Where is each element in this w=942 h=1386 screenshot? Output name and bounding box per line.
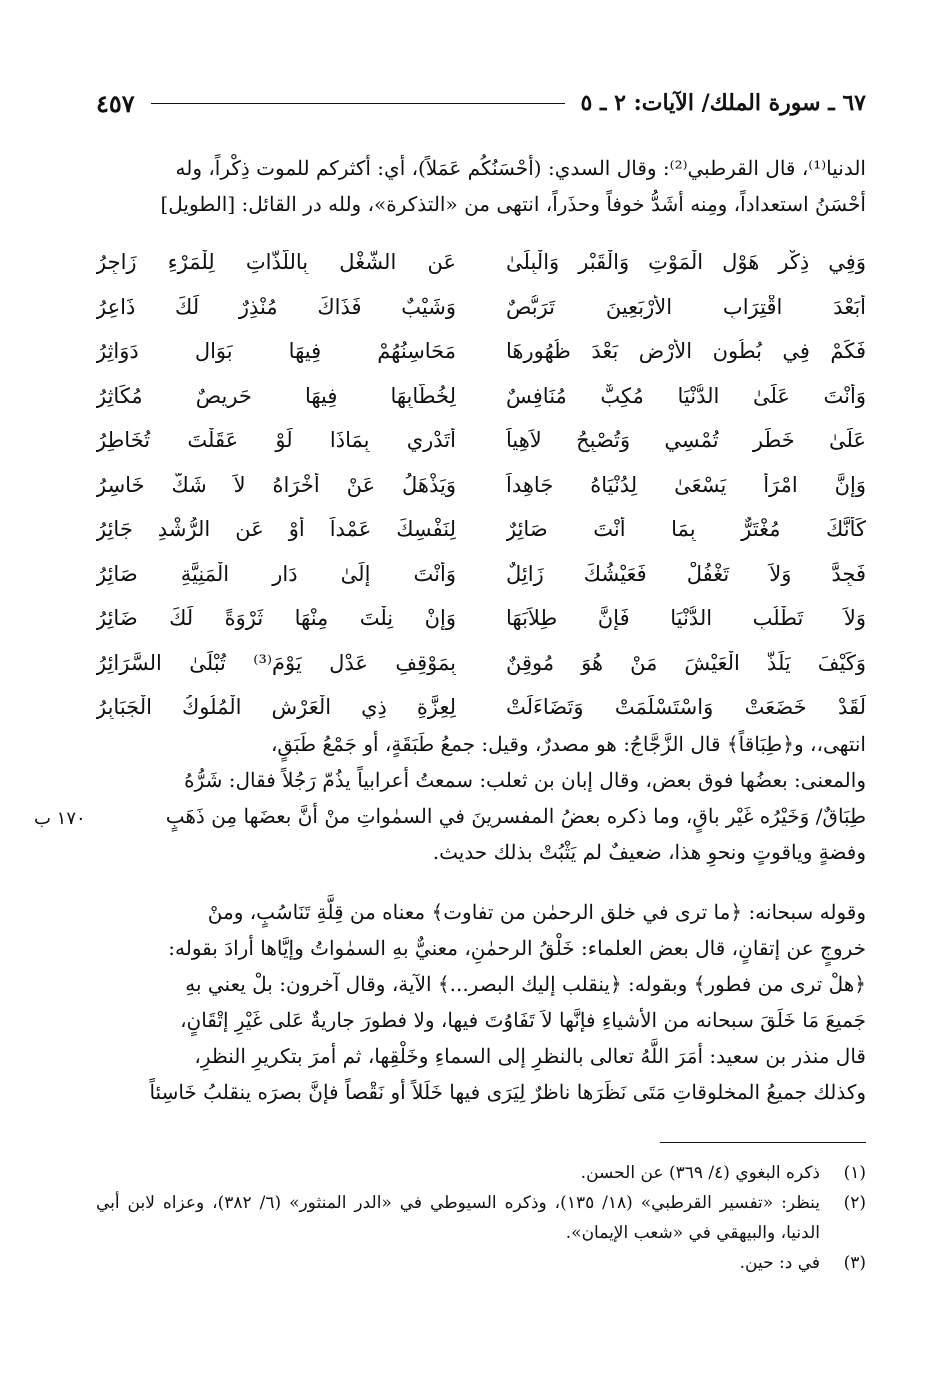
verse-right-hemistich: فَكَمْ فِي بُطُونِ الأَرْضِ بَعْدَ ظُهُورِهَا (506, 339, 866, 364)
header-rule (151, 103, 565, 104)
text-line: ﴿هلْ ترى من فطور﴾ وبقوله: ﴿ينقلب إليك البصر...﴾ الآية، وقال آخرون: بلْ يعني بهِ (185, 972, 866, 996)
verse-line (96, 329, 866, 374)
verse-right-hemistich: عَلَىٰ خَطَرٍ تُمْسِي وَتُصْبِحُ لاَهِياً (506, 428, 866, 453)
verse-left-hemistich: مَحَاسِنُهُمْ فِيهَا بَوَالٍ دَوَاثِرُ (96, 339, 456, 364)
footnote-number: (١) (843, 1163, 866, 1183)
verse-right-hemistich: وَفِي ذِكْرِ هَوْلِ الْمَوْتِ وَالْقَبْرِ وَالْبِلَىٰ (506, 250, 866, 275)
verse-left-hemistich: أَتَدْرِي بِمَاذَا لَوْ عَقَلْتَ تُخَاطِرُ (96, 428, 456, 453)
verse-right-hemistich: أَبَعْدَ اقْتِرَابِ الأَرْبَعِينَ تَرَبُّصٌ (506, 294, 866, 319)
verse-line (96, 552, 866, 597)
verse-left-hemistich: وَإِنْ نِلْتَ مِنْهَا ثَرْوَةً لَكَ ضَائِرُ (96, 606, 456, 631)
footnotes (96, 1158, 866, 1278)
text-line: انتهى،، و﴿طِبَاقاً﴾ قال الزَّجَّاجُ: هو مصدرٌ، وقيل: جمعُ طَبَقَةٍ، أو جَمْعُ طَبَقٍ، (270, 732, 866, 756)
verse-left-hemistich: وَيَذْهَلُ عَنْ أُخْرَاهُ لاَ شَكَّ خَاسِرُ (96, 472, 456, 497)
text-line: طِبَاقٌ/ وَخَيْرُه غَيْر باقٍ، وما ذكره بعضُ المفسرينَ في السمٰواتِ منْ أنَّ بعضَها مِن ذَهَبٍ (165, 804, 866, 828)
text-line: وكذلك جميعُ المخلوقاتِ مَتَى نَظَرَها ناظرٌ لِيَرَى فيها خَلَلاً أو نَقْصاً فإنَّ بصرَه ينقلبُ خَاسِئاً (149, 1080, 866, 1104)
verse-line (96, 685, 866, 730)
verse-line (96, 374, 866, 419)
running-title: ٦٧ ـ سورة الملك/ الآيات: ٢ ـ ٥ (580, 90, 866, 116)
tibaq-paragraph (96, 726, 866, 870)
verse-right-hemistich: فَجِدَّ وَلاَ تَغْفُلْ فَعَيْشُكَ زَائِلٌ (506, 561, 866, 586)
tafawut-paragraph (96, 894, 866, 1110)
verse-left-hemistich: عَنِ الشُّغْلِ بِاللَّذَّاتِ لِلْمَرْءِ زَاجِرُ (96, 250, 456, 275)
verse-right-hemistich: لَقَدْ خَضَعَتْ وَاسْتَسْلَمَتْ وَتَضَاءَلَتْ (506, 695, 866, 720)
verse-line (96, 641, 866, 686)
verse-left-hemistich: بِمَوْقِفِ عَدْلٍ يَوْمَ⁽³⁾ تُبْلَىٰ السَّرَائِرُ (96, 650, 456, 675)
verse-right-hemistich: كَأَنَّكَ مُغْتَرٌّ بِمَا أَنْتَ صَائِرٌ (506, 517, 866, 542)
footnote (96, 1188, 866, 1248)
footnote-number: (٣) (843, 1253, 866, 1273)
footnote-text: في د: حين. (739, 1253, 820, 1273)
footnote-text: ينظر: «تفسير القرطبي» (١٨/ ١٣٥)، وذكره السيوطي في «الدر المنثور» (٦/ ٣٨٢)، وعزاه لابن أبي الدنيا، والبيهقي في «شعب الإيمان». (96, 1193, 821, 1243)
verse-left-hemistich: لِخُطَّابِهَا فِيهَا حَرِيصٌ مُكَاثِرُ (96, 383, 456, 408)
text-line: وفضةٍ وياقوتٍ ونحوِ هذا، ضعيفٌ لم يَثْبُتْ بذلك حديث. (432, 840, 866, 864)
page-header (96, 86, 866, 120)
manuscript-folio-note: ١٧٠ ب (34, 808, 86, 829)
page-number: ٤٥٧ (96, 88, 135, 118)
text-line: وقوله سبحانه: ﴿ما ترى في خلق الرحمٰن من تفاوت﴾ معناه من قِلَّةِ تَنَاسُبٍ، ومنْ (207, 900, 866, 924)
verse-line (96, 507, 866, 552)
text-line: أحْسَنُ استعداداً، ومِنه أشَدُّ خوفاً وحذَراً، انتهى من «التذكرة»، ولله در القائل: [الطويل] (160, 192, 866, 216)
footnote-number: (٢) (843, 1193, 866, 1213)
verse-line (96, 418, 866, 463)
verse-left-hemistich: لِنَفْسِكَ عَمْداً أَوْ عَنِ الرُّشْدِ جَائِرُ (96, 517, 456, 542)
verse-line (96, 285, 866, 330)
verse-left-hemistich: وَأَنْتَ إِلَىٰ دَارِ الْمَنِيَّةِ صَائِرُ (96, 561, 456, 586)
intro-paragraph (96, 150, 866, 222)
footnote-rule (660, 1142, 866, 1143)
verse-left-hemistich: لِعِزَّةِ ذِي الْعَرْشِ الْمُلُوكُ الْجَبَابِرُ (96, 695, 456, 720)
text-line: جَميعَ مَا خَلَقَ سبحانه من الأشياءِ فإنَّها لاَ تَفَاوُتَ فيها، ولا فطورَ جاريةٌ عَلى غَيْرِ إتْقَانٍ، (180, 1008, 866, 1032)
footnote (96, 1248, 866, 1278)
verse-right-hemistich: وَإِنَّ امْرَأً يَسْعَىٰ لِدُنْيَاهُ جَاهِداً (506, 472, 866, 497)
text-line: خروجٍ عن إتقانٍ، قال بعض العلماء: خَلْقُ الرحمٰنِ، معنيٌّ بهِ السمٰواتُ وإيَّاها أرادَ بقوله: (168, 936, 866, 960)
text-line: والمعنى: بعضُها فوق بعض، وقال إبان بن ثعلب: سمعتُ أعرابياً يذُمّ رَجُلاً فقال: شَرُّهُ (184, 768, 866, 792)
verse-line (96, 463, 866, 508)
verse-right-hemistich: وَلاَ تَطْلُبِ الدُّنْيَا فَإِنَّ طِلاَبَهَا (506, 606, 866, 631)
verse-right-hemistich: وَأَنْتَ عَلَىٰ الدُّنْيَا مُكِبٌّ مُنَافِسٌ (506, 383, 866, 408)
verse-left-hemistich: وَشَيْبٌ فَذَاكَ مُنْذِرٌ لَكَ ذَاعِرُ (96, 294, 456, 319)
footnote (96, 1158, 866, 1188)
footnote-text: ذكره البغوي (٤/ ٣٦٩) عن الحسن. (580, 1163, 820, 1183)
text-line: الدنيا⁽¹⁾، قال القرطبي⁽²⁾: وقال السدي: (أحْسَنُكُم عَمَلاً)، أي: أكثركم للموت ذِكْراً، وله (175, 156, 866, 180)
poem (96, 240, 866, 730)
verse-line (96, 240, 866, 285)
verse-right-hemistich: وَكَيْفَ يَلَذُّ الْعَيْشَ مَنْ هُوَ مُوقِنٌ (506, 650, 866, 675)
verse-line (96, 596, 866, 641)
text-line: قال منذر بن سعيد: أمَرَ اللَّهُ تعالى بالنظرِ إلى السماءِ وخَلْقِها، ثم أمرَ بتكريرِ النظرِ، (194, 1044, 866, 1068)
